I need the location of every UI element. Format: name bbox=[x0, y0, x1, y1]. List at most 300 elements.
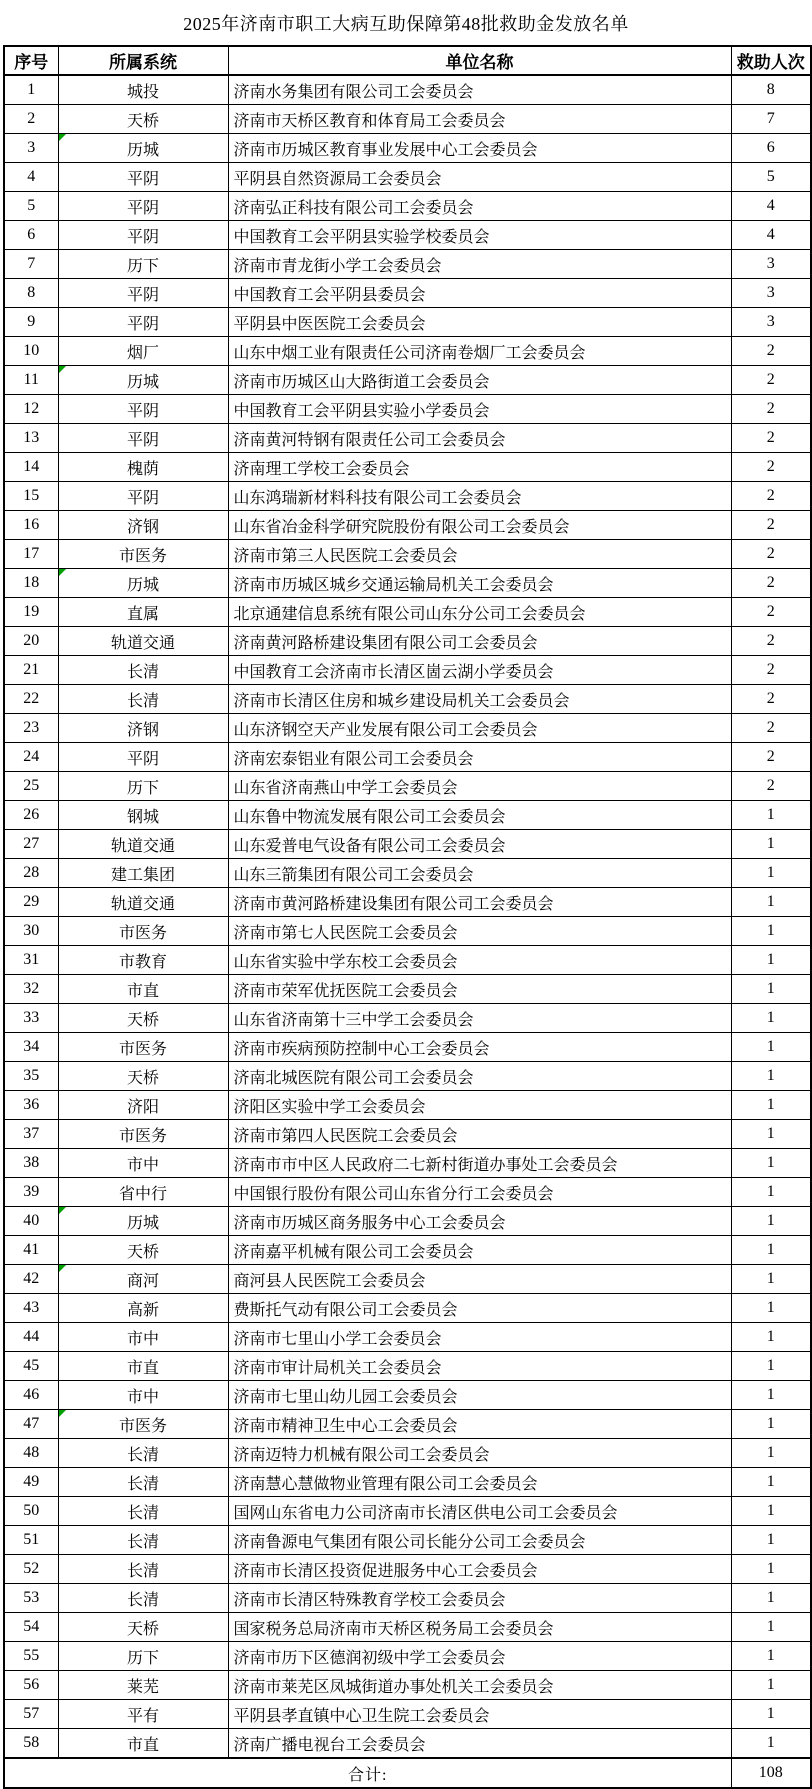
column-header-system: 所属系统 bbox=[58, 46, 228, 75]
system-cell: 市中 bbox=[58, 1323, 228, 1352]
count-cell: 1 bbox=[731, 830, 811, 859]
count-cell: 1 bbox=[731, 1439, 811, 1468]
table-row bbox=[4, 163, 811, 192]
count-cell: 2 bbox=[731, 395, 811, 424]
count-cell: 1 bbox=[731, 1671, 811, 1700]
system-cell: 城投 bbox=[58, 75, 228, 105]
count-cell: 7 bbox=[731, 105, 811, 134]
system-cell: 平有 bbox=[58, 1700, 228, 1729]
unit-cell: 济南嘉平机械有限公司工会委员会 bbox=[228, 1236, 731, 1265]
count-cell: 1 bbox=[731, 1613, 811, 1642]
table-row bbox=[4, 192, 811, 221]
unit-cell: 济南迈特力机械有限公司工会委员会 bbox=[228, 1439, 731, 1468]
system-cell: 济钢 bbox=[58, 511, 228, 540]
table-row bbox=[4, 1642, 811, 1671]
system-cell: 市直 bbox=[58, 975, 228, 1004]
unit-cell: 济南市荣军优抚医院工会委员会 bbox=[228, 975, 731, 1004]
unit-cell: 济南市长清区住房和城乡建设局机关工会委员会 bbox=[228, 685, 731, 714]
count-cell: 1 bbox=[731, 888, 811, 917]
unit-cell: 山东济钢空天产业发展有限公司工会委员会 bbox=[228, 714, 731, 743]
unit-cell: 济南市莱芜区凤城街道办事处机关工会委员会 bbox=[228, 1671, 731, 1700]
table-row bbox=[4, 801, 811, 830]
count-cell: 6 bbox=[731, 134, 811, 163]
system-cell: 平阴 bbox=[58, 279, 228, 308]
unit-cell: 济南市审计局机关工会委员会 bbox=[228, 1352, 731, 1381]
serial-cell: 13 bbox=[4, 424, 58, 453]
table-row bbox=[4, 917, 811, 946]
table-row bbox=[4, 656, 811, 685]
unit-cell: 济南市历城区山大路街道工会委员会 bbox=[228, 366, 731, 395]
serial-cell: 45 bbox=[4, 1352, 58, 1381]
count-cell: 4 bbox=[731, 221, 811, 250]
count-cell: 1 bbox=[731, 1381, 811, 1410]
count-cell: 4 bbox=[731, 192, 811, 221]
system-cell: 平阴 bbox=[58, 743, 228, 772]
system-cell: 长清 bbox=[58, 1439, 228, 1468]
system-cell: 历城 bbox=[58, 1207, 228, 1236]
serial-cell: 52 bbox=[4, 1555, 58, 1584]
header-row bbox=[4, 46, 811, 75]
unit-cell: 济南黄河特钢有限责任公司工会委员会 bbox=[228, 424, 731, 453]
unit-cell: 山东鲁中物流发展有限公司工会委员会 bbox=[228, 801, 731, 830]
table-row bbox=[4, 540, 811, 569]
unit-cell: 山东省济南第十三中学工会委员会 bbox=[228, 1004, 731, 1033]
system-cell: 平阴 bbox=[58, 192, 228, 221]
unit-cell: 中国银行股份有限公司山东省分行工会委员会 bbox=[228, 1178, 731, 1207]
system-cell: 高新 bbox=[58, 1294, 228, 1323]
system-cell: 市直 bbox=[58, 1729, 228, 1759]
count-cell: 1 bbox=[731, 975, 811, 1004]
serial-cell: 16 bbox=[4, 511, 58, 540]
roster-table bbox=[3, 45, 812, 1789]
serial-cell: 55 bbox=[4, 1642, 58, 1671]
serial-cell: 58 bbox=[4, 1729, 58, 1759]
table-row bbox=[4, 1207, 811, 1236]
serial-cell: 44 bbox=[4, 1323, 58, 1352]
serial-cell: 50 bbox=[4, 1497, 58, 1526]
table-row bbox=[4, 105, 811, 134]
table-row bbox=[4, 1700, 811, 1729]
count-cell: 1 bbox=[731, 1091, 811, 1120]
serial-cell: 5 bbox=[4, 192, 58, 221]
system-cell: 市医务 bbox=[58, 1033, 228, 1062]
unit-cell: 济南广播电视台工会委员会 bbox=[228, 1729, 731, 1759]
unit-cell: 北京通建信息系统有限公司山东分公司工会委员会 bbox=[228, 598, 731, 627]
serial-cell: 46 bbox=[4, 1381, 58, 1410]
table-row bbox=[4, 772, 811, 801]
table-row bbox=[4, 975, 811, 1004]
count-cell: 3 bbox=[731, 250, 811, 279]
system-cell: 平阴 bbox=[58, 482, 228, 511]
system-cell: 市医务 bbox=[58, 1410, 228, 1439]
unit-cell: 国家税务总局济南市天桥区税务局工会委员会 bbox=[228, 1613, 731, 1642]
system-cell: 历下 bbox=[58, 250, 228, 279]
serial-cell: 42 bbox=[4, 1265, 58, 1294]
unit-cell: 济南市历城区城乡交通运输局机关工会委员会 bbox=[228, 569, 731, 598]
serial-cell: 33 bbox=[4, 1004, 58, 1033]
count-cell: 1 bbox=[731, 1178, 811, 1207]
count-cell: 1 bbox=[731, 1004, 811, 1033]
table-row bbox=[4, 1323, 811, 1352]
count-cell: 1 bbox=[731, 801, 811, 830]
serial-cell: 57 bbox=[4, 1700, 58, 1729]
serial-cell: 49 bbox=[4, 1468, 58, 1497]
system-cell: 天桥 bbox=[58, 1062, 228, 1091]
unit-cell: 平阴县中医医院工会委员会 bbox=[228, 308, 731, 337]
table-row bbox=[4, 859, 811, 888]
system-cell: 商河 bbox=[58, 1265, 228, 1294]
unit-cell: 济南鲁源电气集团有限公司长能分公司工会委员会 bbox=[228, 1526, 731, 1555]
table-row bbox=[4, 1526, 811, 1555]
unit-cell: 平阴县孝直镇中心卫生院工会委员会 bbox=[228, 1700, 731, 1729]
system-cell: 市医务 bbox=[58, 540, 228, 569]
table-row bbox=[4, 1149, 811, 1178]
table-row bbox=[4, 1265, 811, 1294]
system-cell: 轨道交通 bbox=[58, 627, 228, 656]
system-cell: 长清 bbox=[58, 1555, 228, 1584]
unit-cell: 济南市七里山小学工会委员会 bbox=[228, 1323, 731, 1352]
serial-cell: 37 bbox=[4, 1120, 58, 1149]
count-cell: 1 bbox=[731, 1642, 811, 1671]
serial-cell: 17 bbox=[4, 540, 58, 569]
serial-cell: 41 bbox=[4, 1236, 58, 1265]
count-cell: 1 bbox=[731, 917, 811, 946]
serial-cell: 4 bbox=[4, 163, 58, 192]
table-row bbox=[4, 1381, 811, 1410]
system-cell: 市中 bbox=[58, 1381, 228, 1410]
unit-cell: 山东三箭集团有限公司工会委员会 bbox=[228, 859, 731, 888]
count-cell: 2 bbox=[731, 627, 811, 656]
unit-cell: 济南市黄河路桥建设集团有限公司工会委员会 bbox=[228, 888, 731, 917]
unit-cell: 济阳区实验中学工会委员会 bbox=[228, 1091, 731, 1120]
unit-cell: 中国教育工会平阴县委员会 bbox=[228, 279, 731, 308]
table-row bbox=[4, 337, 811, 366]
count-cell: 1 bbox=[731, 1149, 811, 1178]
serial-cell: 54 bbox=[4, 1613, 58, 1642]
table-row bbox=[4, 395, 811, 424]
table-row bbox=[4, 598, 811, 627]
system-cell: 历下 bbox=[58, 1642, 228, 1671]
system-cell: 历下 bbox=[58, 772, 228, 801]
table-body bbox=[4, 75, 811, 1758]
unit-cell: 中国教育工会济南市长清区崮云湖小学委员会 bbox=[228, 656, 731, 685]
count-cell: 1 bbox=[731, 1700, 811, 1729]
table-row bbox=[4, 1062, 811, 1091]
count-cell: 2 bbox=[731, 743, 811, 772]
table-row bbox=[4, 221, 811, 250]
count-cell: 1 bbox=[731, 1468, 811, 1497]
serial-cell: 27 bbox=[4, 830, 58, 859]
table-row bbox=[4, 1729, 811, 1759]
system-cell: 长清 bbox=[58, 1497, 228, 1526]
total-label: 合计: bbox=[4, 1758, 731, 1788]
system-cell: 建工集团 bbox=[58, 859, 228, 888]
serial-cell: 10 bbox=[4, 337, 58, 366]
system-cell: 轨道交通 bbox=[58, 888, 228, 917]
count-cell: 1 bbox=[731, 1555, 811, 1584]
system-cell: 长清 bbox=[58, 1468, 228, 1497]
serial-cell: 25 bbox=[4, 772, 58, 801]
system-cell: 槐荫 bbox=[58, 453, 228, 482]
system-cell: 长清 bbox=[58, 656, 228, 685]
serial-cell: 32 bbox=[4, 975, 58, 1004]
count-cell: 1 bbox=[731, 1033, 811, 1062]
unit-cell: 费斯托气动有限公司工会委员会 bbox=[228, 1294, 731, 1323]
unit-cell: 山东省冶金科学研究院股份有限公司工会委员会 bbox=[228, 511, 731, 540]
table-row bbox=[4, 366, 811, 395]
unit-cell: 济南水务集团有限公司工会委员会 bbox=[228, 75, 731, 105]
table-row bbox=[4, 1497, 811, 1526]
table-row bbox=[4, 1613, 811, 1642]
column-header-serial: 序号 bbox=[4, 46, 58, 75]
unit-cell: 中国教育工会平阴县实验学校委员会 bbox=[228, 221, 731, 250]
unit-cell: 济南北城医院有限公司工会委员会 bbox=[228, 1062, 731, 1091]
system-cell: 天桥 bbox=[58, 1004, 228, 1033]
serial-cell: 51 bbox=[4, 1526, 58, 1555]
serial-cell: 35 bbox=[4, 1062, 58, 1091]
unit-cell: 济南市第四人民医院工会委员会 bbox=[228, 1120, 731, 1149]
system-cell: 省中行 bbox=[58, 1178, 228, 1207]
serial-cell: 48 bbox=[4, 1439, 58, 1468]
unit-cell: 济南市疾病预防控制中心工会委员会 bbox=[228, 1033, 731, 1062]
serial-cell: 1 bbox=[4, 75, 58, 105]
system-cell: 直属 bbox=[58, 598, 228, 627]
count-cell: 1 bbox=[731, 1062, 811, 1091]
table-row bbox=[4, 279, 811, 308]
count-cell: 2 bbox=[731, 685, 811, 714]
table-row bbox=[4, 1555, 811, 1584]
table-row bbox=[4, 1178, 811, 1207]
unit-cell: 山东中烟工业有限责任公司济南卷烟厂工会委员会 bbox=[228, 337, 731, 366]
unit-cell: 商河县人民医院工会委员会 bbox=[228, 1265, 731, 1294]
system-cell: 济阳 bbox=[58, 1091, 228, 1120]
unit-cell: 济南市长清区投资促进服务中心工会委员会 bbox=[228, 1555, 731, 1584]
count-cell: 3 bbox=[731, 308, 811, 337]
table-row bbox=[4, 1584, 811, 1613]
unit-cell: 济南市长清区特殊教育学校工会委员会 bbox=[228, 1584, 731, 1613]
unit-cell: 济南市青龙街小学工会委员会 bbox=[228, 250, 731, 279]
cell-flag-icon bbox=[59, 1410, 66, 1417]
system-cell: 市教育 bbox=[58, 946, 228, 975]
table-row bbox=[4, 453, 811, 482]
serial-cell: 53 bbox=[4, 1584, 58, 1613]
count-cell: 1 bbox=[731, 1497, 811, 1526]
serial-cell: 30 bbox=[4, 917, 58, 946]
count-cell: 2 bbox=[731, 569, 811, 598]
unit-cell: 济南市第七人民医院工会委员会 bbox=[228, 917, 731, 946]
count-cell: 2 bbox=[731, 540, 811, 569]
serial-cell: 24 bbox=[4, 743, 58, 772]
system-cell: 历城 bbox=[58, 134, 228, 163]
unit-cell: 国网山东省电力公司济南市长清区供电公司工会委员会 bbox=[228, 1497, 731, 1526]
system-cell: 平阴 bbox=[58, 163, 228, 192]
table-row bbox=[4, 1236, 811, 1265]
count-cell: 1 bbox=[731, 1526, 811, 1555]
page-title: 2025年济南市职工大病互助保障第48批救助金发放名单 bbox=[183, 13, 629, 34]
serial-cell: 20 bbox=[4, 627, 58, 656]
serial-cell: 29 bbox=[4, 888, 58, 917]
serial-cell: 15 bbox=[4, 482, 58, 511]
count-cell: 1 bbox=[731, 1120, 811, 1149]
serial-cell: 26 bbox=[4, 801, 58, 830]
table-row bbox=[4, 1410, 811, 1439]
column-header-count: 救助人次 bbox=[731, 46, 811, 75]
serial-cell: 31 bbox=[4, 946, 58, 975]
table-row bbox=[4, 75, 811, 105]
unit-cell: 济南市历城区商务服务中心工会委员会 bbox=[228, 1207, 731, 1236]
serial-cell: 21 bbox=[4, 656, 58, 685]
system-cell: 市医务 bbox=[58, 1120, 228, 1149]
count-cell: 2 bbox=[731, 511, 811, 540]
unit-cell: 济南慧心慧做物业管理有限公司工会委员会 bbox=[228, 1468, 731, 1497]
system-cell: 平阴 bbox=[58, 395, 228, 424]
table-row bbox=[4, 714, 811, 743]
serial-cell: 11 bbox=[4, 366, 58, 395]
cell-flag-icon bbox=[59, 1207, 66, 1214]
system-cell: 天桥 bbox=[58, 1613, 228, 1642]
serial-cell: 39 bbox=[4, 1178, 58, 1207]
cell-flag-icon bbox=[59, 366, 66, 373]
serial-cell: 36 bbox=[4, 1091, 58, 1120]
count-cell: 1 bbox=[731, 1323, 811, 1352]
count-cell: 2 bbox=[731, 424, 811, 453]
count-cell: 2 bbox=[731, 337, 811, 366]
serial-cell: 19 bbox=[4, 598, 58, 627]
unit-cell: 济南市天桥区教育和体育局工会委员会 bbox=[228, 105, 731, 134]
serial-cell: 12 bbox=[4, 395, 58, 424]
system-cell: 平阴 bbox=[58, 424, 228, 453]
count-cell: 1 bbox=[731, 1265, 811, 1294]
table-row bbox=[4, 1439, 811, 1468]
system-cell: 烟厂 bbox=[58, 337, 228, 366]
serial-cell: 56 bbox=[4, 1671, 58, 1700]
table-row bbox=[4, 134, 811, 163]
table-row bbox=[4, 627, 811, 656]
column-header-unit: 单位名称 bbox=[228, 46, 731, 75]
system-cell: 轨道交通 bbox=[58, 830, 228, 859]
system-cell: 平阴 bbox=[58, 308, 228, 337]
serial-cell: 18 bbox=[4, 569, 58, 598]
table-row bbox=[4, 1671, 811, 1700]
serial-cell: 43 bbox=[4, 1294, 58, 1323]
system-cell: 市医务 bbox=[58, 917, 228, 946]
unit-cell: 济南市历下区德润初级中学工会委员会 bbox=[228, 1642, 731, 1671]
table-row bbox=[4, 1004, 811, 1033]
unit-cell: 济南黄河路桥建设集团有限公司工会委员会 bbox=[228, 627, 731, 656]
table-row bbox=[4, 424, 811, 453]
serial-cell: 34 bbox=[4, 1033, 58, 1062]
unit-cell: 济南弘正科技有限公司工会委员会 bbox=[228, 192, 731, 221]
count-cell: 1 bbox=[731, 859, 811, 888]
count-cell: 1 bbox=[731, 1207, 811, 1236]
table-row bbox=[4, 743, 811, 772]
count-cell: 1 bbox=[731, 1584, 811, 1613]
serial-cell: 14 bbox=[4, 453, 58, 482]
system-cell: 长清 bbox=[58, 685, 228, 714]
count-cell: 1 bbox=[731, 1236, 811, 1265]
unit-cell: 济南市市中区人民政府二七新村街道办事处工会委员会 bbox=[228, 1149, 731, 1178]
system-cell: 钢城 bbox=[58, 801, 228, 830]
system-cell: 市直 bbox=[58, 1352, 228, 1381]
unit-cell: 济南市第三人民医院工会委员会 bbox=[228, 540, 731, 569]
count-cell: 2 bbox=[731, 772, 811, 801]
count-cell: 1 bbox=[731, 1729, 811, 1759]
total-value: 108 bbox=[731, 1758, 811, 1788]
cell-flag-icon bbox=[59, 569, 66, 576]
unit-cell: 山东省济南燕山中学工会委员会 bbox=[228, 772, 731, 801]
unit-cell: 济南市七里山幼儿园工会委员会 bbox=[228, 1381, 731, 1410]
count-cell: 2 bbox=[731, 453, 811, 482]
serial-cell: 28 bbox=[4, 859, 58, 888]
system-cell: 市中 bbox=[58, 1149, 228, 1178]
table-row bbox=[4, 569, 811, 598]
serial-cell: 8 bbox=[4, 279, 58, 308]
system-cell: 莱芜 bbox=[58, 1671, 228, 1700]
serial-cell: 38 bbox=[4, 1149, 58, 1178]
system-cell: 历城 bbox=[58, 569, 228, 598]
serial-cell: 23 bbox=[4, 714, 58, 743]
serial-cell: 3 bbox=[4, 134, 58, 163]
table-row bbox=[4, 1294, 811, 1323]
count-cell: 8 bbox=[731, 75, 811, 105]
unit-cell: 山东省实验中学东校工会委员会 bbox=[228, 946, 731, 975]
table-row bbox=[4, 1091, 811, 1120]
serial-cell: 6 bbox=[4, 221, 58, 250]
system-cell: 历城 bbox=[58, 366, 228, 395]
table-row bbox=[4, 685, 811, 714]
count-cell: 2 bbox=[731, 366, 811, 395]
count-cell: 1 bbox=[731, 1352, 811, 1381]
table-row bbox=[4, 511, 811, 540]
table-row bbox=[4, 1468, 811, 1497]
count-cell: 1 bbox=[731, 1294, 811, 1323]
system-cell: 平阴 bbox=[58, 221, 228, 250]
unit-cell: 济南理工学校工会委员会 bbox=[228, 453, 731, 482]
cell-flag-icon bbox=[59, 1265, 66, 1272]
count-cell: 1 bbox=[731, 1410, 811, 1439]
serial-cell: 47 bbox=[4, 1410, 58, 1439]
table-row bbox=[4, 830, 811, 859]
table-row bbox=[4, 1120, 811, 1149]
count-cell: 2 bbox=[731, 714, 811, 743]
serial-cell: 22 bbox=[4, 685, 58, 714]
count-cell: 2 bbox=[731, 482, 811, 511]
count-cell: 2 bbox=[731, 598, 811, 627]
serial-cell: 40 bbox=[4, 1207, 58, 1236]
table-row bbox=[4, 888, 811, 917]
system-cell: 天桥 bbox=[58, 105, 228, 134]
table-row bbox=[4, 946, 811, 975]
table-row bbox=[4, 1352, 811, 1381]
unit-cell: 山东爱普电气设备有限公司工会委员会 bbox=[228, 830, 731, 859]
system-cell: 济钢 bbox=[58, 714, 228, 743]
system-cell: 长清 bbox=[58, 1526, 228, 1555]
system-cell: 长清 bbox=[58, 1584, 228, 1613]
serial-cell: 9 bbox=[4, 308, 58, 337]
table-row bbox=[4, 250, 811, 279]
unit-cell: 平阴县自然资源局工会委员会 bbox=[228, 163, 731, 192]
unit-cell: 山东鸿瑞新材料科技有限公司工会委员会 bbox=[228, 482, 731, 511]
serial-cell: 2 bbox=[4, 105, 58, 134]
total-row bbox=[4, 1758, 811, 1788]
count-cell: 2 bbox=[731, 656, 811, 685]
table-row bbox=[4, 308, 811, 337]
system-cell: 天桥 bbox=[58, 1236, 228, 1265]
serial-cell: 7 bbox=[4, 250, 58, 279]
table-row bbox=[4, 482, 811, 511]
cell-flag-icon bbox=[59, 134, 66, 141]
table-row bbox=[4, 1033, 811, 1062]
